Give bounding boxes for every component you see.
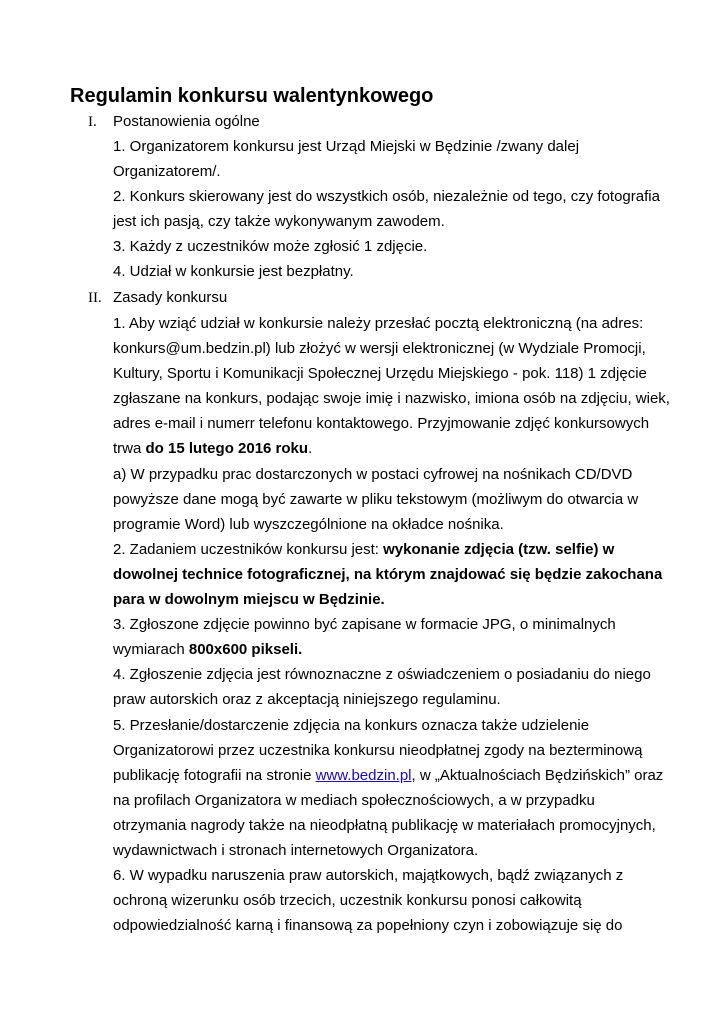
website-link[interactable]: www.bedzin.pl <box>315 766 412 784</box>
section-title: Zasady konkursu <box>113 289 228 306</box>
paragraph-line: odpowiedzialność karną i finansową za popełniony czyn i zobowiązuje się do <box>113 917 623 935</box>
publication-line <box>113 763 664 788</box>
document-title: Regulamin konkursu walentynkowego <box>70 85 434 107</box>
paragraph-line: 4. Zgłoszenie zdjęcia jest równoznaczne z oświadczeniem o posiadaniu do niego <box>113 666 651 684</box>
paragraph-line: jest ich pasją, czy także wykonywanym zawodem. <box>113 213 445 231</box>
section-rules-body <box>113 311 670 938</box>
task-line <box>113 537 658 562</box>
paragraph-line: ochroną wizerunku osób trzecich, uczestnik konkursu ponosi całkowitą <box>113 892 582 910</box>
paragraph-line: 5. Przesłanie/dostarczenie zdjęcia na konkurs oznacza także udzielenie <box>113 716 590 734</box>
paragraph-line: programie Word) lub wyszczególnione na okładce nośnika. <box>113 515 504 533</box>
paragraph-line: 1. Organizatorem konkursu jest Urząd Miejski w Będzinie /zwany dalej <box>113 138 580 155</box>
paragraph-line: konkurs@um.bedzin.pl) lub złożyć w wersji elektronicznej (w Wydziale Promocji, <box>113 340 646 358</box>
deadline-date: do 15 lutego 2016 roku <box>145 440 309 458</box>
publication-pre: publikację fotografii na stronie <box>113 766 316 784</box>
publication-post: , w „Aktualnościach Będzińskich” oraz <box>411 766 664 784</box>
paragraph-line: zgłaszane na konkurs, podając swoje imię i nazwisko, imiona osób na zdjęciu, wiek, <box>113 390 670 408</box>
section-title: Postanowienia ogólne <box>113 113 260 130</box>
paragraph-line: 2. Konkurs skierowany jest do wszystkich osób, niezależnie od tego, czy fotografia <box>113 188 660 206</box>
paragraph-line: praw autorskich oraz z akceptacją niniejszego regulaminu. <box>113 691 501 709</box>
format-size: 800x600 pikseli. <box>188 641 303 659</box>
paragraph-line: 3. Zgłoszone zdjęcie powinno być zapisane w formacie JPG, o minimalnych <box>113 616 616 634</box>
deadline-pre: trwa <box>113 440 146 458</box>
paragraph-line: 1. Aby wziąć udział w konkursie należy przesłać pocztą elektroniczną (na adres: <box>113 315 644 332</box>
paragraph-line: powyższe dane mogą być zawarte w pliku tekstowym (możliwym do otwarcia w <box>113 490 639 508</box>
deadline-post: . <box>308 440 313 458</box>
task-pre: 2. Zadaniem uczestników konkursu jest: <box>113 540 384 558</box>
format-pre: wymiarach <box>113 641 189 659</box>
paragraph-line: 6. W wypadku naruszenia praw autorskich, majątkowych, bądź związanych z <box>113 867 624 885</box>
section-number: II. <box>88 290 102 306</box>
paragraph-line: otrzymania nagrody także na nieodpłatną publikację w materiałach promocyjnych, <box>113 816 656 834</box>
paragraph-line: adres e-mail i numerr telefonu kontaktowego. Przyjmowanie zdjęć konkursowych <box>113 415 650 433</box>
paragraph-line: Organizatorowi przez uczestnika konkursu nieodpłatnej zgody na bezterminową <box>113 741 643 759</box>
paragraph-line: Organizatorem/. <box>113 163 221 181</box>
task-bold-line: dowolnej technice fotograficznej, na którym znajdować się będzie zakochana <box>113 565 663 583</box>
task-bold-line: para w dowolnym miejscu w Będzinie. <box>113 591 385 609</box>
paragraph-line: a) W przypadku prac dostarczonych w postaci cyfrowej na nośnikach CD/DVD <box>113 465 633 483</box>
deadline-line <box>113 436 658 461</box>
task-bold: wykonanie zdjęcia (tzw. selfie) w <box>383 540 615 558</box>
paragraph-line: Kultury, Sportu i Komunikacji Społecznej Urzędu Miejskiego - pok. 118) 1 zdjęcie <box>113 365 647 383</box>
paragraph-line: na profilach Organizatora w mediach społecznościowych, a w przypadku <box>113 791 595 809</box>
paragraph-line: 4. Udział w konkursie jest bezpłatny. <box>113 263 354 281</box>
section-number: I. <box>88 114 97 130</box>
paragraph-line: 3. Każdy z uczestników może zgłosić 1 zdjęcie. <box>113 238 428 256</box>
paragraph-line: wydawnictwach i stronach internetowych Organizatora. <box>113 841 479 859</box>
section-general-body <box>113 134 658 285</box>
format-line <box>113 637 658 662</box>
